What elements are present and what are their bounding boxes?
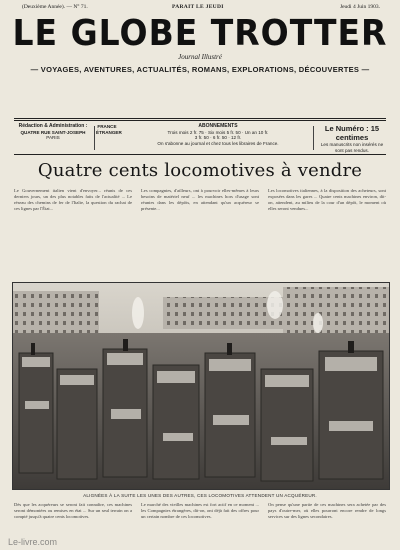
issue-price: Le Numéro : 15 centimes xyxy=(324,124,380,142)
photo-caption: ALIGNÉES À LA SUITE LES UNES DES AUTRES, CES LOCOMOTIVES ATTENDENT UN ACQUÉREUR. xyxy=(83,493,317,498)
divider xyxy=(14,118,386,119)
article-headline: Quatre cents locomotives à vendre xyxy=(37,160,363,181)
article-text: Le marché des vieilles machines est fort actif en ce moment ... les Compagnies étrangères, dit-on, ont déjà fait des offres pour un certain nombre de ces locomotives. xyxy=(141,502,259,519)
france-label: FRANCE ÉTRANGER xyxy=(96,124,122,135)
subscriptions-block xyxy=(120,124,316,152)
article-column xyxy=(268,188,386,274)
article-column xyxy=(268,502,386,546)
photo-illustration xyxy=(13,283,389,489)
newspaper-subtitle: Journal Illustré xyxy=(178,53,222,61)
newspaper-title: LE GLOBE TROTTER xyxy=(12,11,388,54)
article-text: On pense qu'une partie de ces machines sera achetée par des pays d'outre-mer, où elles pourront encore rendre de longs services sur des lignes secondaires. xyxy=(268,502,386,519)
article-text: Dès que les acquéreurs se seront fait connaître, ces machines seront démontées ou remises en état ... Sur un seul terrain on a compté jusqu'à quatre cents locomotives. xyxy=(14,502,132,519)
article-text: Le Gouvernement italien vient d'envoyer... réunis de ces derniers jours, un des plus notables faits de l'actualité ... Le réseau des chemins de fer de l'Italie, la question du rachat de ces lignes par l'État... xyxy=(14,188,132,211)
manuscript-note: Les manuscrits non insérés ne sont pas rendus. xyxy=(320,142,384,153)
article-column xyxy=(14,502,132,546)
admin-address-block xyxy=(14,124,92,152)
divider xyxy=(14,154,386,155)
divider xyxy=(313,126,314,150)
locomotives-photo xyxy=(12,282,390,490)
admin-city: PARIS xyxy=(46,135,60,140)
subscription-bar xyxy=(14,124,386,152)
divider xyxy=(94,126,95,150)
article-column xyxy=(141,502,259,546)
admin-address: QUATRE RUE SAINT-JOSEPH xyxy=(20,129,86,135)
newspaper-tagline: — VOYAGES, AVENTURES, ACTUALITÉS, ROMANS, EXPLORATIONS, DÉCOUVERTES — xyxy=(30,65,370,74)
article-text: Les compagnies, d'ailleurs, ont à pourvoir elles-mêmes à leurs besoins de matériel neuf ... les machines hors d'usage sont réunies dans les dépôts, en attendant qu'un acquéreur se présente... xyxy=(141,188,259,211)
admin-title: Rédaction & Administration : xyxy=(18,123,88,129)
subscription-line: On s'abonne au journal et chez tous les libraires de France. xyxy=(157,140,279,146)
subscription-line: 3 fr. 50 · 6 fr. 50 · 12 fr. xyxy=(194,135,242,140)
issue-date: Jeudi 4 Juin 1903. xyxy=(339,4,380,10)
watermark: Le-livre.com xyxy=(8,537,58,547)
price-block xyxy=(318,124,386,152)
issue-number: (Deuxième Année). — N° 71. xyxy=(22,4,88,10)
article-text: Les locomotives italiennes, à la disposition des acheteurs, sont exposées dans les gares ... Quatre cents machines environ, dit-on, attendent, au milieu de la cour d'un dépôt, le moment où elles seront vendues... xyxy=(268,188,386,211)
divider xyxy=(14,120,386,121)
subscription-line: Trois mois 2 fr. 75 · Six mois 5 fr. 50 · Un an 10 fr. xyxy=(167,129,269,135)
publication-frequency: PARAIT LE JEUDI xyxy=(172,4,224,10)
masthead xyxy=(10,13,390,83)
article-column xyxy=(141,188,259,274)
article-column xyxy=(14,188,132,274)
subscriptions-title: ABONNEMENTS xyxy=(198,123,238,129)
